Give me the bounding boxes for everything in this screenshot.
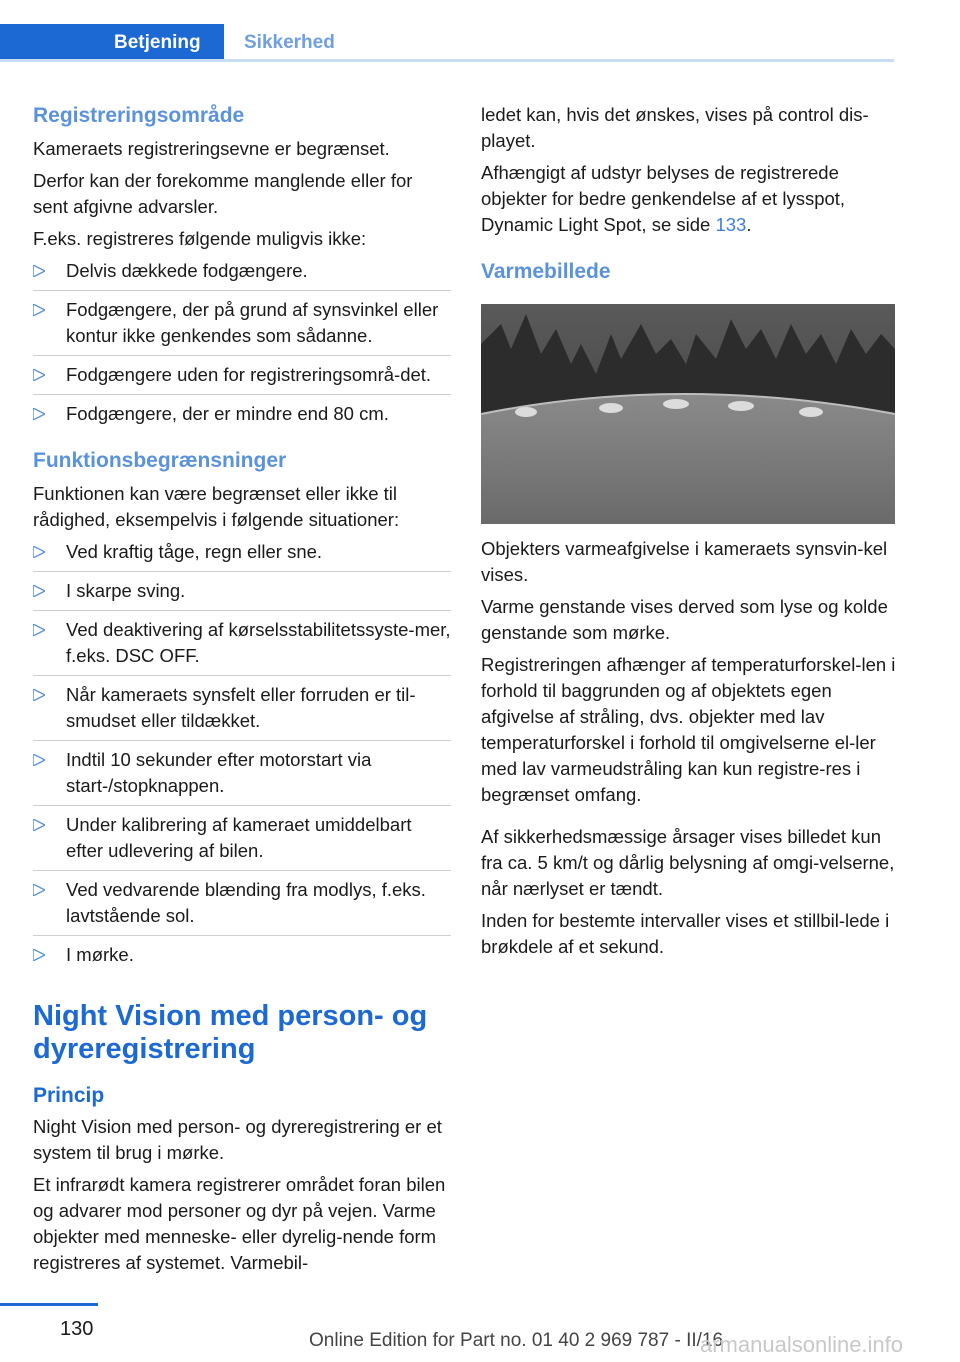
edition-footer: Online Edition for Part no. 01 40 2 969 787 - II/16 [309, 1330, 724, 1351]
paragraph: Af sikkerhedsmæssige årsager vises billedet kun fra ca. 5 km/t og dårlig belysning af omgi-velserne, når nærlyset er tændt. [481, 826, 895, 899]
list-item: Ved kraftig tåge, regn eller sne. [33, 539, 451, 565]
bullet-list-limitations [33, 539, 451, 968]
triangle-bullet-icon [33, 949, 45, 961]
list-item: Ved vedvarende blænding fra modlys, f.eks. lavtstående sol. [33, 877, 451, 929]
page-number: 130 [60, 1318, 94, 1340]
heading-princip: Princip [33, 1084, 105, 1107]
tab-sikkerhed[interactable]: Sikkerhed [224, 24, 355, 61]
list-item: Når kameraets synsfelt eller forruden er til-smudset eller tildækket. [33, 682, 451, 734]
page-number-bar [0, 1303, 98, 1306]
heading-registreringsomraade: Registreringsområde [33, 104, 245, 127]
list-item: Fodgængere, der er mindre end 80 cm. [33, 401, 451, 427]
heading-funktionsbegraensninger: Funktionsbegrænsninger [33, 449, 287, 472]
triangle-bullet-icon [33, 689, 45, 701]
triangle-bullet-icon [33, 265, 45, 277]
triangle-bullet-icon [33, 304, 45, 316]
paragraph: Derfor kan der forekomme manglende eller for sent afgivne advarsler. [33, 170, 413, 217]
list-item: Fodgængere uden for registreringsområ-det. [33, 362, 451, 388]
triangle-bullet-icon [33, 369, 45, 381]
paragraph: Objekters varmeafgivelse i kameraets synsvin-kel vises. [481, 538, 888, 585]
paragraph: Inden for bestemte intervaller vises et stillbil-lede i brøkdele af et sekund. [481, 910, 890, 957]
chapter-tabs [0, 24, 355, 61]
triangle-bullet-icon [33, 546, 45, 558]
left-column [33, 102, 451, 1282]
paragraph: Kameraets registreringsevne er begrænset. [33, 138, 390, 159]
list-item: I skarpe sving. [33, 578, 451, 604]
header-divider [0, 59, 894, 62]
paragraph: F.eks. registreres følgende muligvis ikke: [33, 228, 367, 249]
list-item: Ved deaktivering af kørselsstabilitetssyste-mer, f.eks. DSC OFF. [33, 617, 451, 669]
triangle-bullet-icon [33, 819, 45, 831]
list-item: Delvis dækkede fodgængere. [33, 258, 451, 284]
list-item: Indtil 10 sekunder efter motorstart via start-/stopknappen. [33, 747, 451, 799]
bullet-list-not-detected [33, 258, 451, 427]
triangle-bullet-icon [33, 585, 45, 597]
heading-varmebillede: Varmebillede [481, 260, 611, 283]
watermark-text: armanualsonline.info [700, 1332, 904, 1357]
tab-betjening[interactable]: Betjening [0, 24, 224, 61]
paragraph: Night Vision med person- og dyreregistrering er et system til brug i mørke. [33, 1116, 442, 1163]
paragraph: Varme genstande vises derved som lyse og kolde genstande som mørke. [481, 596, 888, 643]
triangle-bullet-icon [33, 884, 45, 896]
triangle-bullet-icon [33, 408, 45, 420]
triangle-bullet-icon [33, 754, 45, 766]
list-item: Under kalibrering af kameraet umiddelbart efter udlevering af bilen. [33, 812, 451, 864]
paragraph-dynamic-light-spot: Afhængigt af udstyr belyses de registrerede objekter for bedre genkendelse af et lysspot, Dynamic Light Spot, se side 133. [481, 162, 846, 235]
thermal-image-illustration [481, 304, 895, 524]
paragraph: Registreringen afhænger af temperaturforskel-len i forhold til baggrunden og af objektets egen afgivelse af stråling, dvs. objekter med lav temperaturforskel i forhold til omgivelserne el-ler med lav varmeudstråling kan kun registre-res i begrænset omfang. [481, 654, 896, 805]
paragraph: Funktionen kan være begrænset eller ikke til rådighed, eksempelvis i følgende situationer: [33, 483, 400, 530]
paragraph: ledet kan, hvis det ønskes, vises på control dis-playet. [481, 104, 869, 151]
right-column [481, 102, 897, 966]
triangle-bullet-icon [33, 624, 45, 636]
list-item: I mørke. [33, 942, 451, 968]
list-item: Fodgængere, der på grund af synsvinkel eller kontur ikke genkendes som sådanne. [33, 297, 451, 349]
page-reference-link[interactable]: 133 [715, 214, 747, 235]
heading-night-vision: Night Vision med person- og dyreregistrering [33, 1000, 428, 1065]
paragraph: Et infrarødt kamera registrerer området foran bilen og advarer mod personer og dyr på vejen. Varme objekter med menneske- eller dyrelig-nende form registreres af systemet. Varmebil- [33, 1174, 446, 1273]
